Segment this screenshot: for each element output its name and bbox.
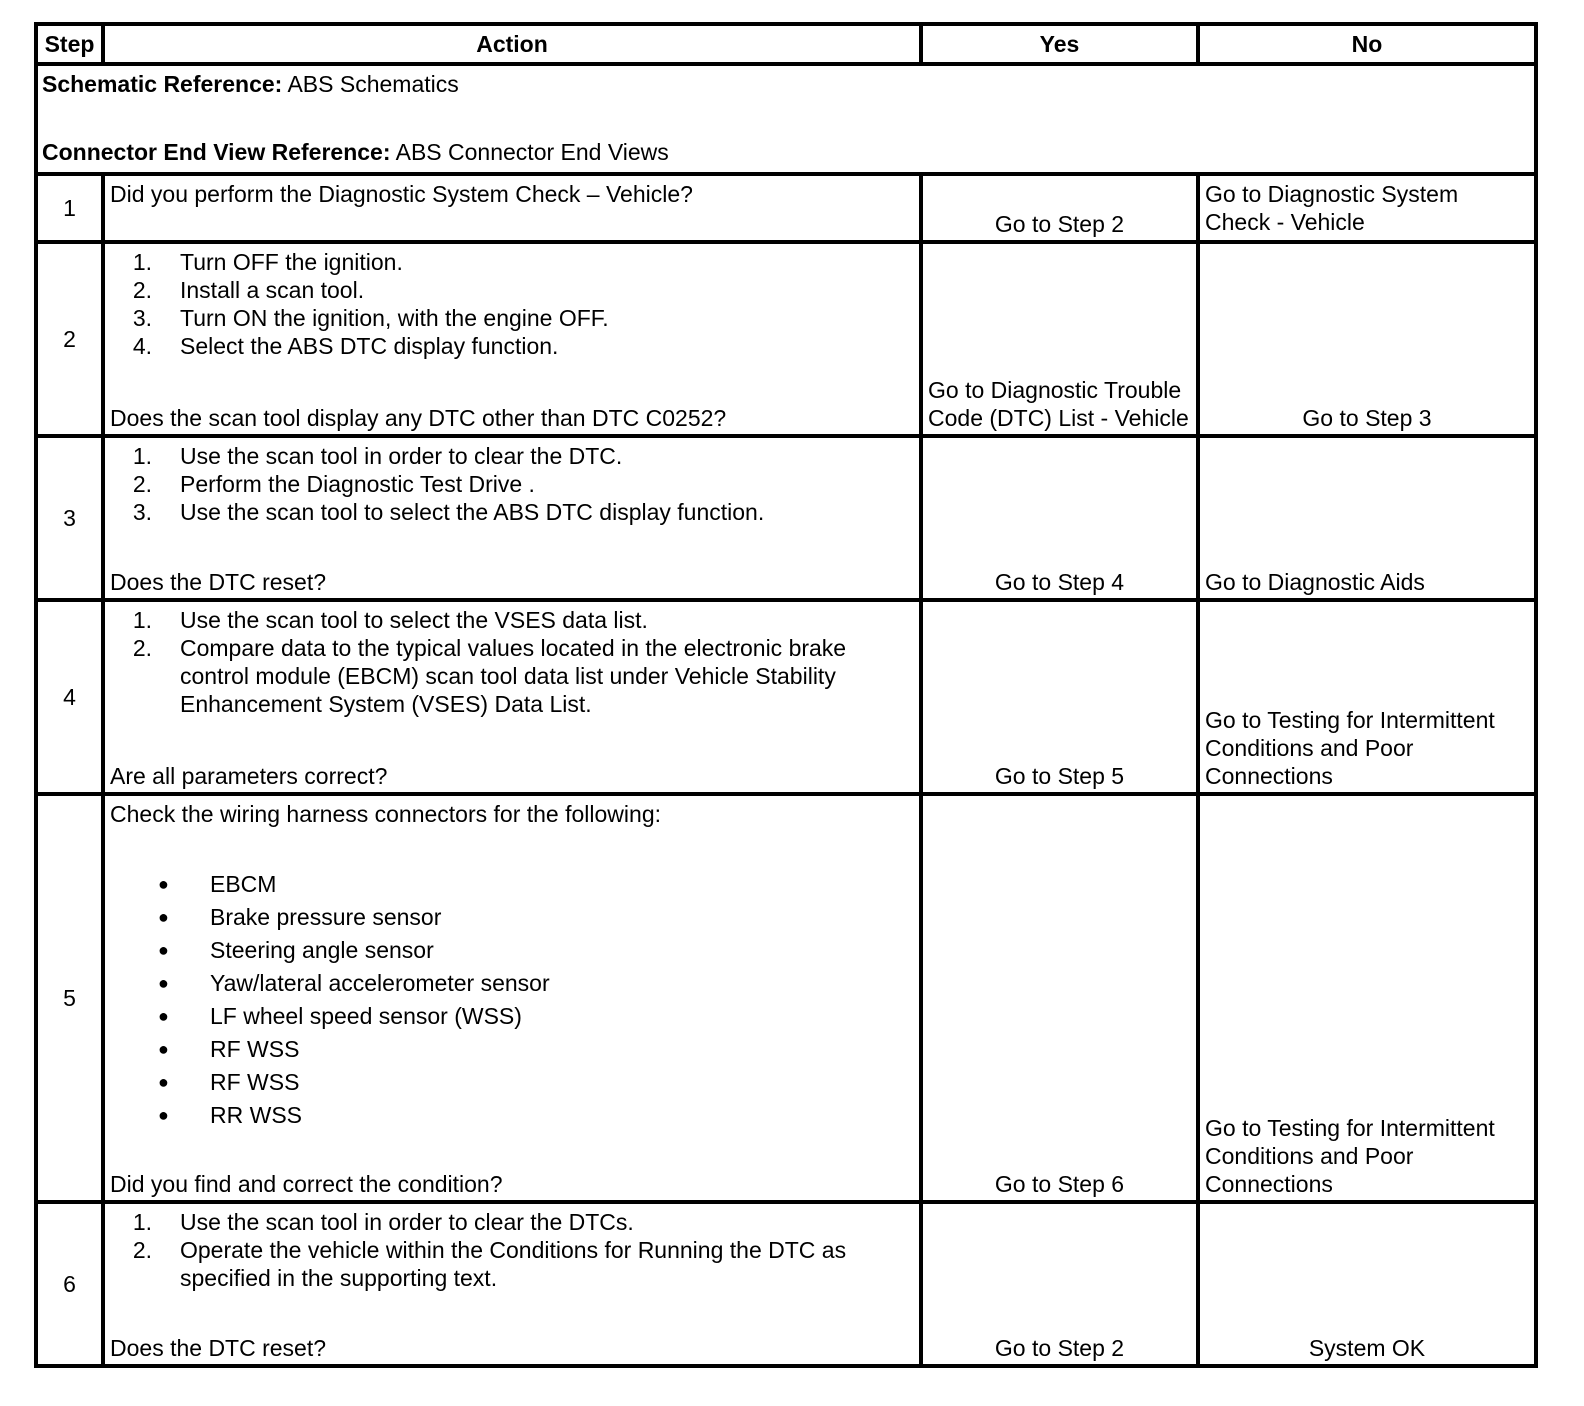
list-item: 2. Install a scan tool.: [132, 277, 365, 303]
step-number: 4: [36, 600, 103, 794]
yes-link[interactable]: Go to Step 5: [994, 763, 1125, 789]
header-no: No: [1198, 24, 1536, 64]
list-item: ● RF WSS: [158, 1036, 300, 1062]
list-item: ● RF WSS: [158, 1069, 300, 1095]
list-item: 4. Select the ABS DTC display function.: [132, 333, 559, 359]
yes-link[interactable]: Go to Step 4: [994, 569, 1125, 595]
list-item: ● Steering angle sensor: [158, 937, 434, 963]
no-link[interactable]: Go to Step 3: [1302, 405, 1432, 431]
list-item: ● LF wheel speed sensor (WSS): [158, 1003, 522, 1029]
step-question: Does the DTC reset?: [110, 569, 327, 595]
connector-reference: [42, 138, 1534, 166]
action-cell: [103, 174, 921, 242]
connector-reference-link[interactable]: ABS Connector End Views: [390, 139, 669, 165]
no-link[interactable]: Go to Testing for Intermittent Conditions and Poor Connections: [1205, 1115, 1495, 1197]
no-cell: [1198, 174, 1536, 242]
connector-reference-label: Connector End View Reference:: [42, 139, 391, 165]
yes-link[interactable]: Go to Diagnostic Trouble Code (DTC) List - Vehicle: [928, 377, 1189, 431]
yes-cell: [921, 436, 1198, 600]
no-cell: [1198, 1202, 1536, 1366]
list-item: 2. Perform the Diagnostic Test Drive .: [132, 471, 535, 497]
yes-cell: [921, 794, 1198, 1202]
yes-cell: [921, 1202, 1198, 1366]
schematic-reference-label: Schematic Reference:: [42, 71, 283, 97]
step-row-5: [36, 794, 1536, 1202]
no-status: System OK: [1308, 1335, 1426, 1361]
action-cell: [103, 436, 921, 600]
list-item: ● RR WSS: [158, 1102, 302, 1128]
action-cell: [103, 242, 921, 436]
list-item: 1. Use the scan tool in order to clear the DTCs.: [132, 1209, 634, 1235]
schematic-reference-link[interactable]: ABS Schematics: [282, 71, 459, 97]
step-row-4: [36, 600, 1536, 794]
list-item: 1. Turn OFF the ignition.: [132, 249, 403, 275]
no-cell: [1198, 242, 1536, 436]
list-item: ● Brake pressure sensor: [158, 904, 442, 930]
header-step: Step: [36, 24, 103, 64]
action-cell: [103, 794, 921, 1202]
list-item: 2. Operate the vehicle within the Conditions for Running the DTC as specified in the supporting text.: [132, 1237, 847, 1291]
step-number: 3: [36, 436, 103, 600]
no-link[interactable]: Go to Diagnostic Aids: [1205, 569, 1425, 595]
step-row-1: [36, 174, 1536, 242]
diagnostic-table: [34, 22, 1538, 1368]
list-item: 2. Compare data to the typical values located in the electronic brake control module (EBCM) scan tool data list under Vehicle Stability Enhancement System (VSES) Data List.: [132, 635, 847, 717]
no-cell: [1198, 794, 1536, 1202]
yes-link[interactable]: Go to Step 6: [994, 1171, 1125, 1197]
action-cell: [103, 1202, 921, 1366]
list-item: ● EBCM: [158, 871, 277, 897]
yes-link[interactable]: Go to Step 2: [994, 211, 1125, 237]
step-question: Are all parameters correct?: [110, 763, 388, 789]
action-cell: [103, 600, 921, 794]
action-text: Check the wiring harness connectors for the following:: [110, 801, 662, 827]
step-number: 2: [36, 242, 103, 436]
step-row-6: [36, 1202, 1536, 1366]
step-row-2: [36, 242, 1536, 436]
schematic-reference: [42, 70, 1534, 98]
no-cell: [1198, 436, 1536, 600]
list-item: ● Yaw/lateral accelerometer sensor: [158, 970, 550, 996]
list-item: 3. Use the scan tool to select the ABS DTC display function.: [132, 499, 765, 525]
header-yes: Yes: [921, 24, 1198, 64]
no-link[interactable]: Go to Testing for Intermittent Conditions and Poor Connections: [1205, 707, 1495, 789]
header-row: [36, 24, 1536, 64]
action-text: Did you perform the Diagnostic System Check – Vehicle?: [110, 181, 693, 207]
list-item: 1. Use the scan tool in order to clear the DTC.: [132, 443, 623, 469]
no-link[interactable]: Go to Diagnostic System Check - Vehicle: [1205, 181, 1459, 235]
reference-cell: [36, 64, 1536, 174]
step-question: Did you find and correct the condition?: [110, 1171, 503, 1197]
list-item: 3. Turn ON the ignition, with the engine OFF.: [132, 305, 609, 331]
list-item: 1. Use the scan tool to select the VSES data list.: [132, 607, 648, 633]
step-number: 6: [36, 1202, 103, 1366]
yes-link[interactable]: Go to Step 2: [994, 1335, 1125, 1361]
yes-cell: [921, 174, 1198, 242]
reference-row: [36, 64, 1536, 174]
step-question: Does the DTC reset?: [110, 1335, 327, 1361]
yes-cell: [921, 600, 1198, 794]
no-cell: [1198, 600, 1536, 794]
step-row-3: [36, 436, 1536, 600]
step-question: Does the scan tool display any DTC other than DTC C0252?: [110, 405, 727, 431]
step-number: 5: [36, 794, 103, 1202]
yes-cell: [921, 242, 1198, 436]
step-number: 1: [36, 174, 103, 242]
header-action: Action: [103, 24, 921, 64]
